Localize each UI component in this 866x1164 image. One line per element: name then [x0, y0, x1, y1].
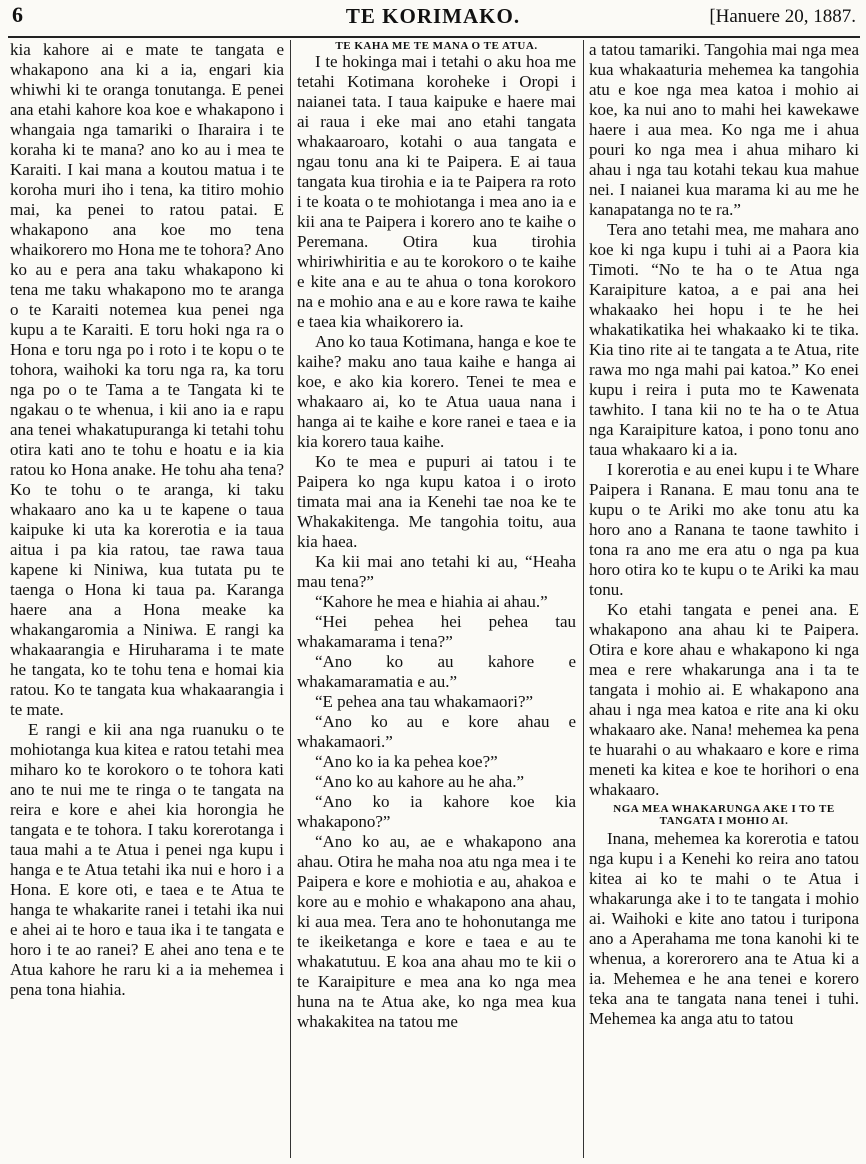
paragraph: kia kahore ai e mate te tangata e whakapono ana ki a ia, engari kia whiwhi ki te oranga tonutanga. E penei ana etahi kahore koa koe e whakapono i whangaia nga tamariki o Iharaira i te koraha ki te mana? ano ko au i mea te Karaiti. I kai mana a koutou matua i te koroha muri iho i tena, ka titiro mohio mai, ka penei to ratou patai. E whakapono ana koe mo tena whaikorero mo Hona me te tohora? Ano ko au e pera ana taku whakapono ki tena me taku whakapono mo te aranga o te Karaiti notemea kua penei nga kupu a te Karaiti. E toru hoki nga ra o Hona e toru nga po i roto i te kopu o te tohora, waihoki ka toru nga ra, ka toru nga po o te Tama a te Tangata ki te ngakau o te whenua, i kii ano ia e rapu ana tenei whakatupuranga ki tetahi tohu otira kati ano te tohu e hoatu e ia kia ratou ko Hona anake. He tohu aha tena? Ko te tohu o te aranga, ki taku whakaaro ano ka u te kapene o taua kaipuke ki uta ka korerotia e ia taua aitua i pa kia ratou, tae rawa taua kapene ki Niniwa, kua tutata pu te taenga o Hona ki taua pa. Karanga haere ana a Hona meake ka whakangaromia a Niniwa. E rangi ka whakaarangia e Hiruharama i te mate he tangata, ko te tohu tena e homai kia ratou. Ko te tangata kua whakaarangia i te mate.	[10, 40, 284, 719]
paragraph: I te hokinga mai i tetahi o aku hoa me tetahi Kotimana koroheke i Oropi i naianei tata. I taua kaipuke e haere mai ai raua i eke mai ano etahi tangata whakaaroaro, kotahi o aua tangata e ngau tonu ana ki te Paipera. E ai taua tangata kua tirohia e ia te Paipera ra roto i te koata o te mohiotanga i mea ano ia e kii ana te Paipera i korero ano te kaihe o Peremana. Otira kua tirohia whiriwhiritia e au te korokoro o te kaihe e kite ana e au te ahua o tona korokoro na e mohio ana e au e kore rawa te kaihe e taea kia whaikorero ia.	[297, 52, 576, 331]
column-divider	[583, 40, 584, 1158]
paragraph: Inana, mehemea ka korerotia e tatou nga kupu i a Kenehi ko reira ano tatou kitea ai ko te mahi o te Atua i whakarunga ake i to te tangata i mohio ai. Waihoki e kite ano tatou i turipona ano a Aperahama me tona kanohi ki te whenua, a korerorero ana te Atua ki a ia. Mehemea e he ana tenei e korero teka ana te tangata nana tenei i tuhi. Mehemea ka anga atu to tatou	[589, 829, 859, 1028]
article-heading: TE KAHA ME TE MANA O TE ATUA.	[335, 40, 538, 52]
paragraph: “Ano ko ia ka pehea koe?”	[315, 752, 498, 771]
paragraph: Ka kii mai ano tetahi ki au, “Heaha mau tena?”	[297, 552, 576, 591]
header-rule	[8, 36, 860, 38]
paragraph: “Hei pehea hei pehea tau whakamarama i tena?”	[297, 612, 576, 651]
paragraph: “Ano ko au kahore e whakamaramatia e au.”	[297, 652, 576, 691]
column-1	[10, 40, 284, 1000]
paragraph: Tera ano tetahi mea, me mahara ano koe ki nga kupu i tuhi ai a Paora kia Timoti. “No te ha o te Atua nga Karaipiture katoa, a e pai ana hei whakaako hei hopu i te he hei whakatikatika hei whakaako ki te tika. Kia tino rite ai te tangata a te Atua, rite rawa mo nga mahi pai katoa.” Ko enei kupu i reira i puta mo te Kawenata tawhito. I tana kii no te ha o te Atua nga Karaipiture katoa, i pono tonu ano taua whakaaro ki a ia.	[589, 220, 859, 459]
paragraph: “Ano ko ia kahore koe kia whakapono?”	[297, 792, 576, 831]
page-number: 6	[12, 2, 23, 27]
article-heading: NGA MEA WHAKARUNGA AKE I TO TE TANGATA I MOHIO AI.	[613, 803, 835, 827]
paragraph: E rangi e kii ana nga ruanuku o te mohiotanga kua kitea e ratou tetahi mea miharo ko te korokoro o te tohora kati ano te nui me te ringa o te tangata na reira e kore e ahei kia horongia he tangata e te tohora. I taku korerotanga i taua mahi a te Atua i penei nga kupu i hanga e te Atua tetahi ika nui e horo i a Hona. E kore oti, e taea e te Atua te hanga te whakarite ranei i tetahi ika nui e ahei ai te horo e taua ika i te tangata e horo i te ao ranei? E ahei ano tena e te Atua kahore he raru ki a ia mehemea i pena tona hiahia.	[10, 720, 284, 999]
column-3	[589, 40, 859, 1029]
issue-date: [Hanuere 20, 1887.	[709, 6, 856, 27]
paragraph: “E pehea ana tau whakamaori?”	[315, 692, 534, 711]
paragraph: a tatou tamariki. Tangohia mai nga mea kua whakaaturia mehemea ka tangohia atu e koe nga mea katoa i mohio ai koe, ka nui ano to mahi hei kawekawe haere i aua mea. Ko nga me i ahua pouri ko nga mea i ahua miharo ki ahau i nga tau kotahi tekau kua mahue nei. I naianei kua marama ki au me he kanapatanga no te ra.”	[589, 40, 859, 219]
column-2	[297, 40, 576, 1032]
newspaper-title: TE KORIMAKO.	[345, 4, 521, 28]
column-divider	[290, 40, 291, 1158]
paragraph: Ko te mea e pupuri ai tatou i te Paipera ko nga kupu katoa i o iroto timata mai ana ia Kenehi tae noa ke te Whakakitenga. Me tangohia toitu, aua kia haea.	[297, 452, 576, 551]
paragraph: Ko etahi tangata e penei ana. E whakapono ana ahau ki te Paipera. Otira e kore ahau e whakapono ki nga mea e rere whakarunga ana i ta te tangata i mohio ai. E whakapono ana ahau i nga mea katoa e rite ana ki oku whakaaro ake. Nana! mehemea ka pena te huarahi o au whakaaro e kore e rima meneti ka kitea e koe te horihori o ena whakaaro.	[589, 600, 859, 799]
paragraph: “Ano ko au e kore ahau e whakamaori.”	[297, 712, 576, 751]
paragraph: “Kahore he mea e hiahia ai ahau.”	[315, 592, 548, 611]
paragraph: I korerotia e au enei kupu i te Whare Paipera i Ranana. E mau tonu ana te kupu o te Ariki mo ake tonu atu ka horo ano a Ranana te taone tawhito i tona ra ano me era atu o nga pa kua horo otira ko te kupu o te Ariki ka mau tonu.	[589, 460, 859, 599]
paragraph: Ano ko taua Kotimana, hanga e koe te kaihe? maku ano taua kaihe e hanga ai koe, e ako kia korero. Tenei te mea e whakaaro ai, ko te Atua uaua nana i hanga ai te kaihe e kore ranei e taea e ia kia korero taua kaihe.	[297, 332, 576, 451]
paragraph: “Ano ko au, ae e whakapono ana ahau. Otira he maha noa atu nga mea i te Paipera e kore e mohiotia e au, ahakoa e kore au e mohio e whakapono ana ahau, ki aua mea. Tera ano te hohonutanga me te ikeiketanga e kore e taea e au te whakatutuu. E koa ana ahau mo te kii o te Karaipiture e mea ana ko nga mea huna na te Atua ake, ko nga mea kua whakakitea na tatou me	[297, 832, 576, 1031]
paragraph: “Ano ko au kahore au he aha.”	[315, 772, 525, 791]
page-header	[0, 0, 866, 40]
